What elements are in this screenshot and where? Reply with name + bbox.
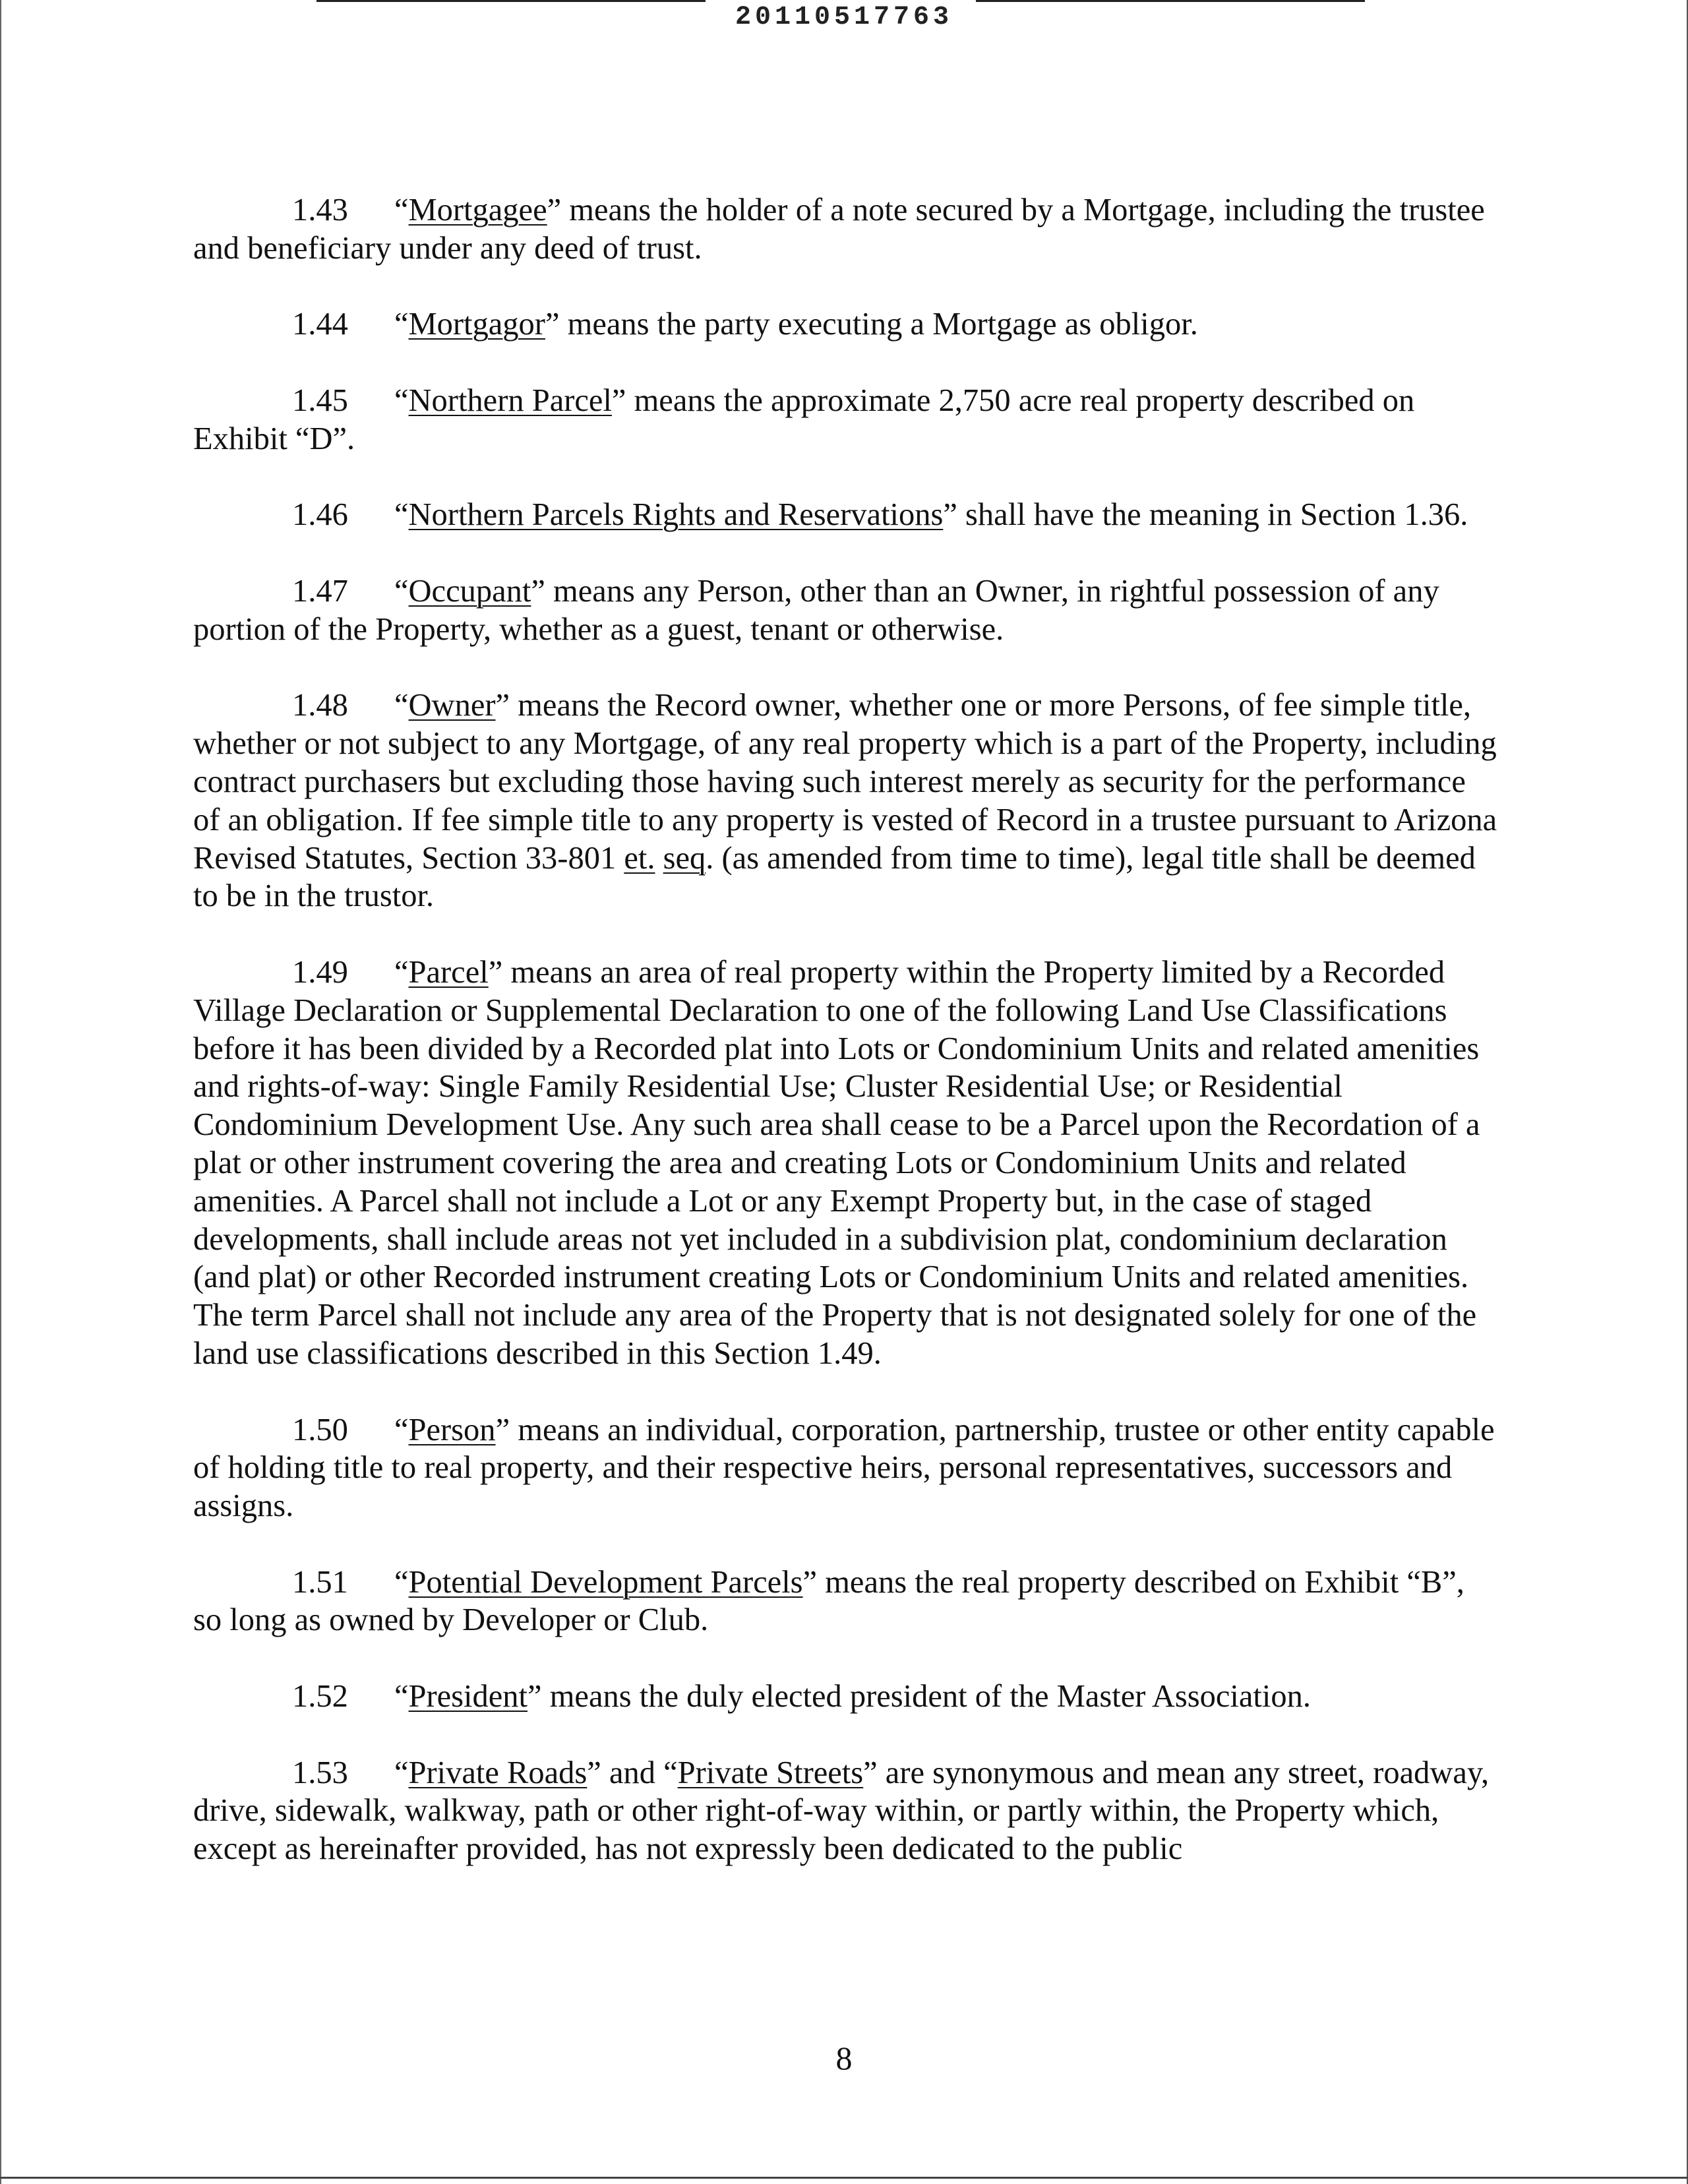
- header-rule-right: [976, 0, 1365, 2]
- defined-term: Northern Parcel: [408, 382, 612, 418]
- defined-term: President: [408, 1679, 528, 1714]
- defined-term: Parcel: [408, 954, 489, 990]
- definition-text: ” are synonymous and mean any street, roadway, drive, sidewalk, walkway, path or other right-of-way within, or partly within, the Property which, except as hereinafter provided, has not expressly been dedicated to the public: [193, 1755, 1490, 1867]
- definition-1-47: 1.47 “Occupant” means any Person, other than an Owner, in rightful possession of any portion of the Property, whether as a guest, tenant or otherwise.: [193, 573, 1439, 647]
- page-edge-bottom: [0, 2177, 1688, 2179]
- definition-1-48: 1.48 “Owner” means the Record owner, whether one or more Persons, of fee simple title, whether or not subject to any Mortgage, of any real property which is a part of the Property, including contract purchasers but excluding those having such interest merely as security for the performance of an obligation. If fee simple title to any property is vested of Record in a trustee pursuant to Arizona Revised Statutes, Section 33-801 et. seq. (as amended from time to time), legal title shall be deemed to be in the trustor.: [193, 688, 1497, 914]
- page-edge-left: [0, 0, 1, 2184]
- definition-1-53: 1.53 “Private Roads” and “Private Streets” are synonymous and mean any street, roadway, drive, sidewalk, walkway, path or other right-of-way within, or partly within, the Property which, except as hereinafter provided, has not expressly been dedicated to the public: [193, 1755, 1490, 1867]
- definition-1-46: 1.46 “Northern Parcels Rights and Reservations” shall have the meaning in Section 1.36.: [193, 496, 1499, 534]
- section-number: 1.46: [292, 497, 348, 533]
- section-number: 1.45: [292, 382, 348, 418]
- definition-text: ” means an area of real property within the Property limited by a Recorded Village Declaration or Supplemental Declaration to one of the following Land Use Classifications before it has been divided by a Recorded plat into Lots or Condominium Units and related amenities and rights-of-way: Single Family Residential Use; Cluster Residential Use; or Residential Condominium Development Use. Any such area shall cease to be a Parcel upon the Recordation of a plat or other instrument covering the area and creating Lots or Condominium Units and related amenities. A Parcel shall not include a Lot or any Exempt Property but, in the case of staged developments, shall include areas not yet included in a subdivision plat, condominium declaration (and plat) or other Recorded instrument creating Lots or Condominium Units and related amenities. The term Parcel shall not include any area of the Property that is not designated solely for one of the land use classifications described in this Section 1.49.: [193, 954, 1480, 1371]
- definition-text: ” means the real property described on Exhibit “B”, so long as owned by Developer or Club.: [193, 1564, 1464, 1638]
- definition-1-51: 1.51 “Potential Development Parcels” means the real property described on Exhibit “B”, so long as owned by Developer or Club.: [193, 1564, 1464, 1638]
- definition-1-45: 1.45 “Northern Parcel” means the approximate 2,750 acre real property described on Exhibit “D”.: [193, 382, 1415, 456]
- defined-term: Northern Parcels Rights and Reservations: [408, 497, 944, 533]
- page-number: 8: [835, 2040, 853, 2077]
- defined-term: Person: [408, 1412, 496, 1447]
- section-number: 1.53: [292, 1755, 348, 1790]
- section-number: 1.48: [292, 688, 348, 723]
- section-number: 1.43: [292, 193, 348, 228]
- definition-1-50: 1.50 “Person” means an individual, corporation, partnership, trustee or other entity capable of holding title to real property, and their respective heirs, personal representatives, successors and assigns.: [193, 1412, 1495, 1524]
- definition-text-continued: . (as amended from time to time), legal title shall be deemed to be in the trustor.: [193, 840, 1476, 914]
- defined-term: Owner: [408, 688, 496, 723]
- defined-term-second: Private Streets: [677, 1755, 864, 1790]
- definition-1-43: 1.43 “Mortgagee” means the holder of a note secured by a Mortgage, including the trustee and beneficiary under any deed of trust.: [193, 193, 1485, 266]
- section-number: 1.49: [292, 954, 348, 990]
- section-number: 1.44: [292, 307, 348, 342]
- definition-text: ” means any Person, other than an Owner, in rightful possession of any portion of the Property, whether as a guest, tenant or otherwise.: [193, 573, 1439, 647]
- section-number: 1.52: [292, 1679, 348, 1714]
- definition-1-49: 1.49 “Parcel” means an area of real property within the Property limited by a Recorded Village Declaration or Supplemental Declaration to one of the following Land Use Classifications before it has been divided by a Recorded plat into Lots or Condominium Units and related amenities and rights-of-way: Single Family Residential Use; Cluster Residential Use; or Residential Condominium Development Use. Any such area shall cease to be a Parcel upon the Recordation of a plat or other instrument covering the area and creating Lots or Condominium Units and related amenities. A Parcel shall not include a Lot or any Exempt Property but, in the case of staged developments, shall include areas not yet included in a subdivision plat, condominium declaration (and plat) or other Recorded instrument creating Lots or Condominium Units and related amenities. The term Parcel shall not include any area of the Property that is not designated solely for one of the land use classifications described in this Section 1.49.: [193, 954, 1480, 1371]
- definition-1-52: 1.52 “President” means the duly elected president of the Master Association.: [193, 1678, 1499, 1716]
- definition-text: ” means the party executing a Mortgage as obligor.: [545, 307, 1198, 342]
- defined-term: Occupant: [408, 573, 531, 609]
- definition-text: ” shall have the meaning in Section 1.36.: [943, 497, 1468, 533]
- definition-text: ” means the Record owner, whether one or more Persons, of fee simple title, whether or not subject to any Mortgage, of any real property which is a part of the Property, including contract purchasers but excluding those having such interest merely as security for the performance of an obligation. If fee simple title to any property is vested of Record in a trustee pursuant to Arizona Revised Statutes, Section 33-801: [193, 688, 1497, 876]
- document-number: 20110517763: [735, 3, 953, 32]
- definition-text: ” means the duly elected president of the Master Association.: [528, 1679, 1311, 1714]
- definition-1-44: 1.44 “Mortgagor” means the party executing a Mortgage as obligor.: [193, 305, 1499, 344]
- definition-text: ” means the holder of a note secured by a Mortgage, including the trustee and beneficiary under any deed of trust.: [193, 193, 1485, 266]
- section-number: 1.51: [292, 1564, 348, 1600]
- header-rule-left: [316, 0, 706, 2]
- section-number: 1.50: [292, 1412, 348, 1447]
- latin-et: et.: [624, 840, 655, 876]
- defined-term: Private Roads: [408, 1755, 588, 1790]
- definition-text: ” means an individual, corporation, partnership, trustee or other entity capable of holding title to real property, and their respective heirs, personal representatives, successors and assigns.: [193, 1412, 1495, 1524]
- latin-seq: seq: [663, 840, 706, 876]
- header: [0, 3, 1688, 32]
- section-number: 1.47: [292, 573, 348, 609]
- defined-term: Potential Development Parcels: [408, 1564, 803, 1600]
- term-connector: ” and “: [587, 1755, 678, 1790]
- document-body: [193, 191, 1499, 1906]
- defined-term: Mortgagor: [408, 307, 545, 342]
- definition-text: ” means the approximate 2,750 acre real property described on Exhibit “D”.: [193, 382, 1415, 456]
- defined-term: Mortgagee: [408, 193, 547, 228]
